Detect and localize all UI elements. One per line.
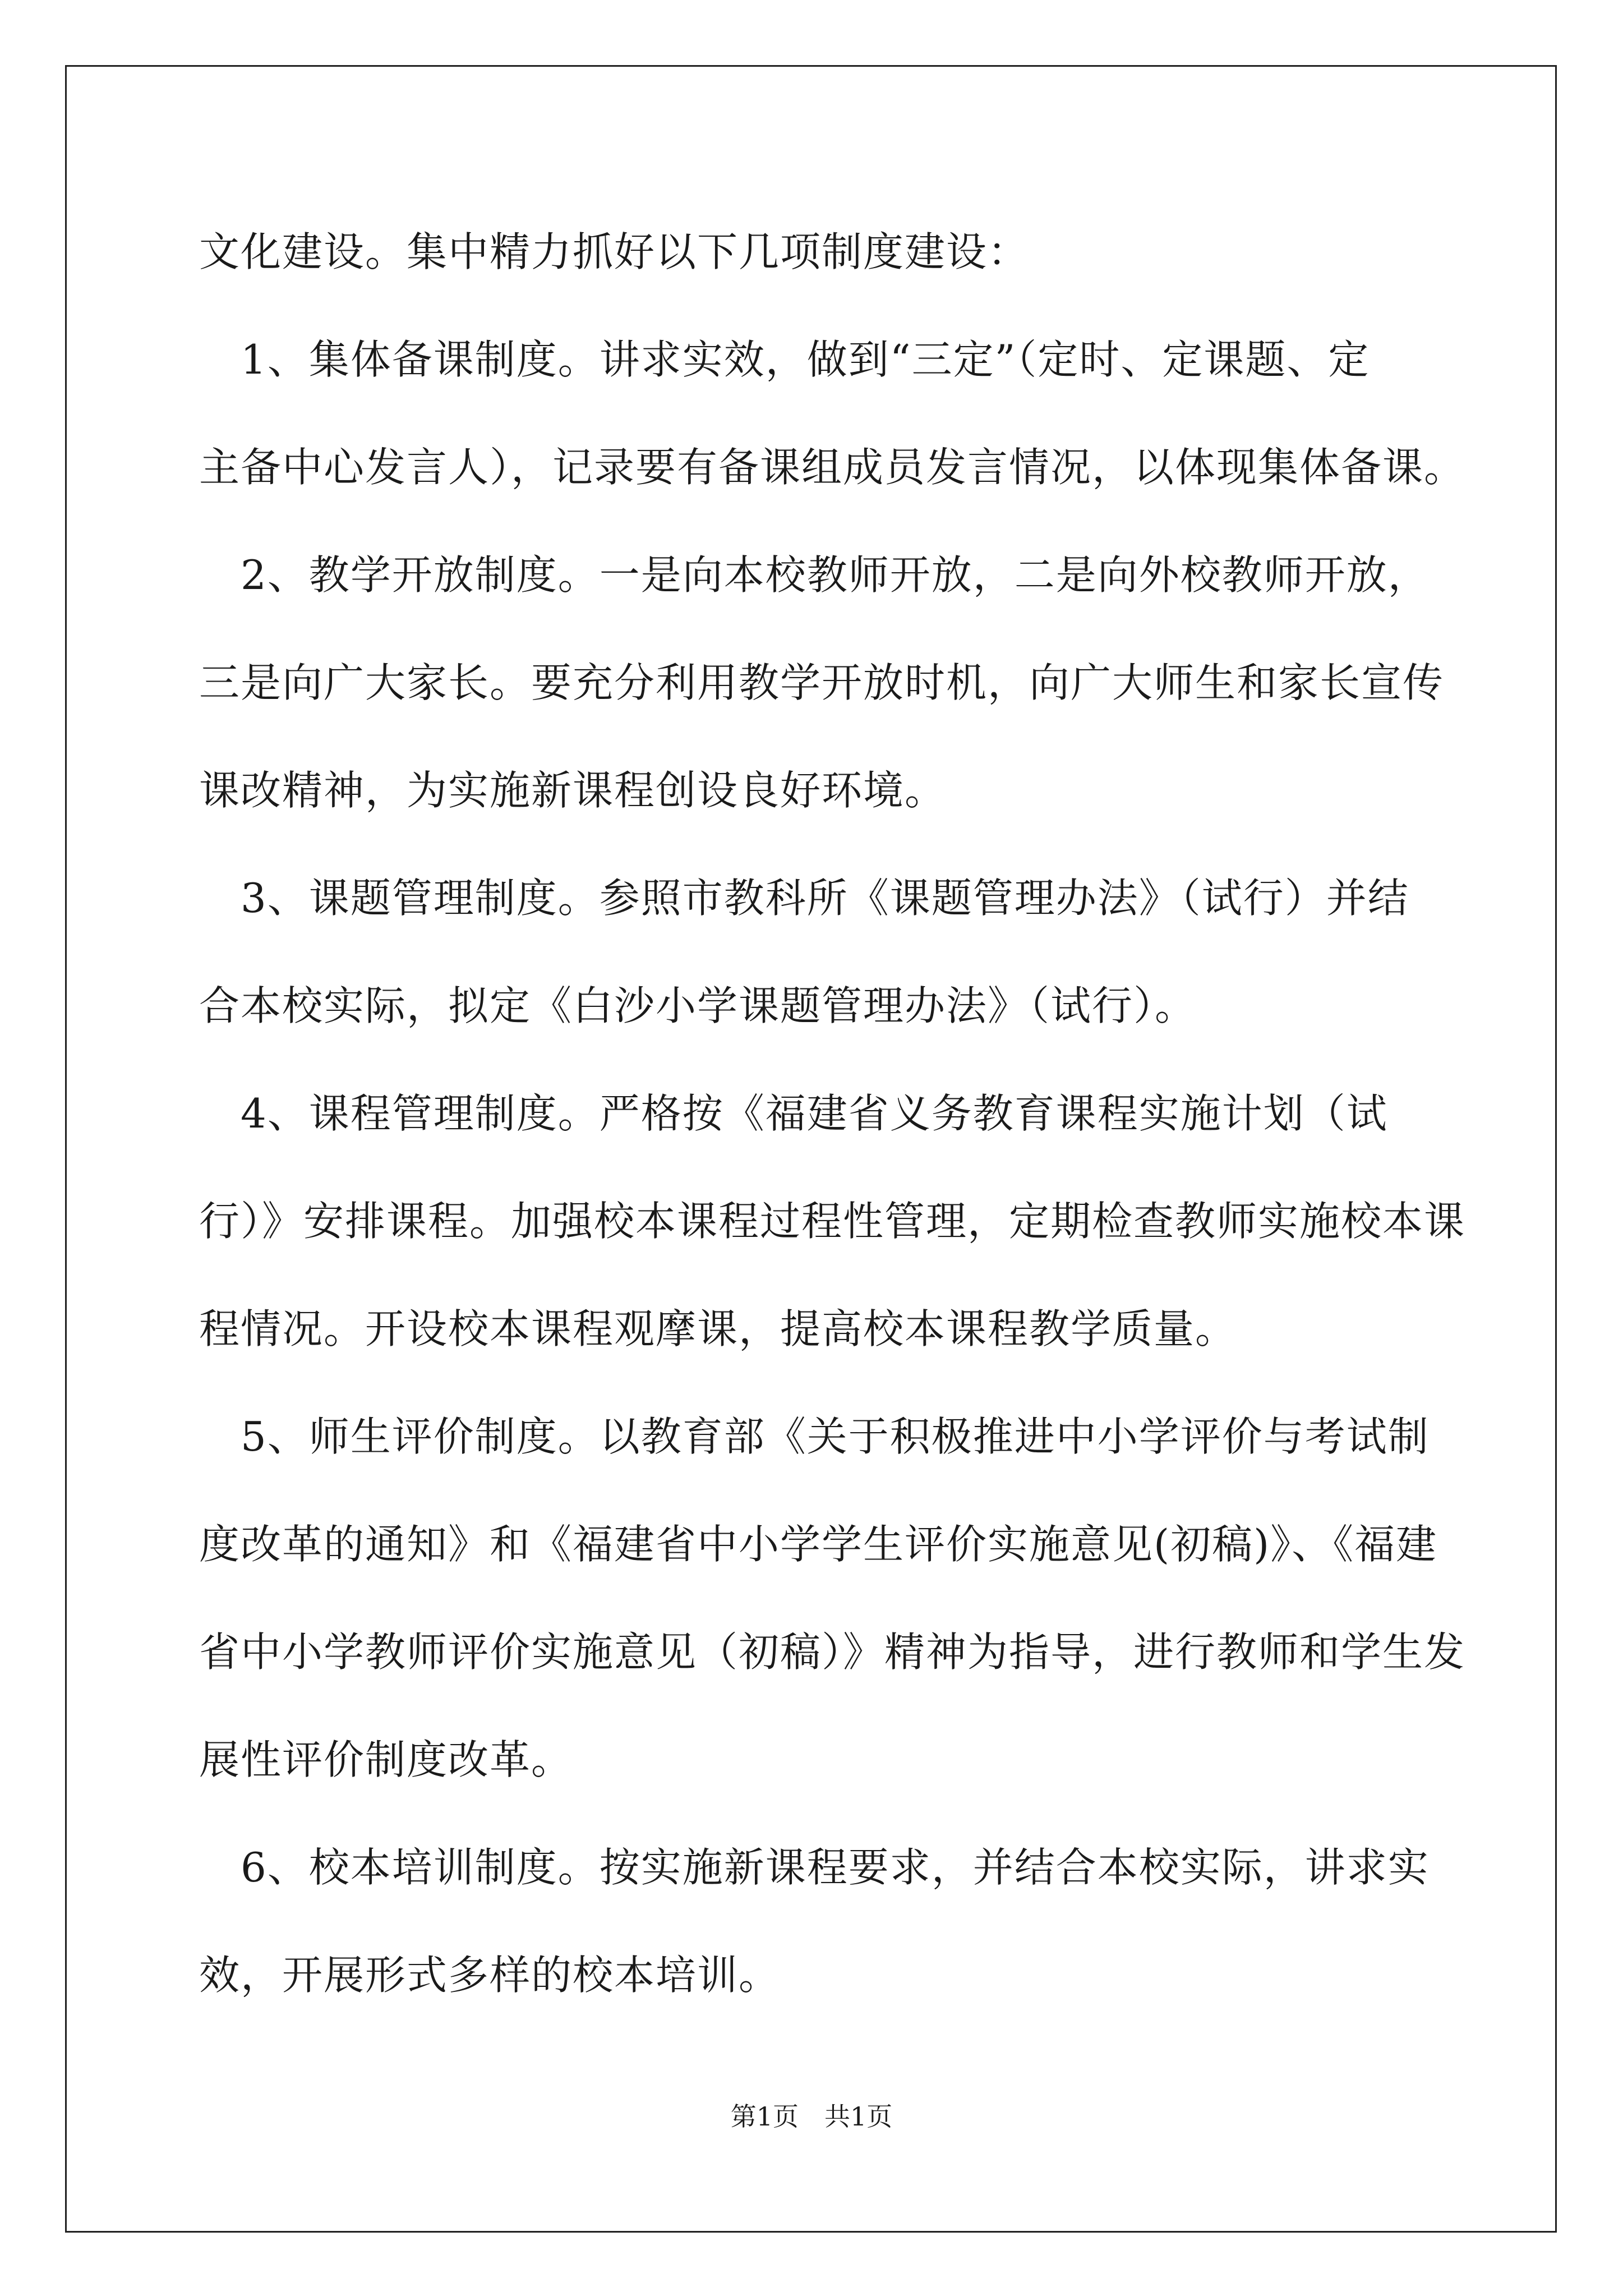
body-text-line: 4、课程管理制度。严格按《福建省义务教育课程实施计划（试 (199, 1090, 1388, 1137)
body-text-line: 3、课题管理制度。参照市教科所《课题管理办法》（试行）并结 (199, 875, 1409, 922)
body-text-line: 展性评价制度改革。 (199, 1736, 573, 1783)
body-text-line: 行）》安排课程。加强校本课程过程性管理，定期检查教师实施校本课 (199, 1198, 1466, 1245)
body-text-line: 文化建设。集中精力抓好以下几项制度建设： (199, 228, 1030, 275)
body-text-line: 主备中心发言人），记录要有备课组成员发言情况，以体现集体备课。 (199, 444, 1466, 491)
body-text-line: 合本校实际，拟定《白沙小学课题管理办法》（试行）。 (199, 982, 1197, 1029)
page-footer: 第1页 共1页 (730, 2101, 893, 2132)
body-text-line: 2、教学开放制度。一是向本校教师开放，二是向外校教师开放， (199, 551, 1430, 599)
body-text-line: 三是向广大家长。要充分利用教学开放时机，向广大师生和家长宣传 (199, 659, 1445, 706)
body-text-line: 程情况。开设校本课程观摩课，提高校本课程教学质量。 (199, 1305, 1237, 1352)
body-text-line: 度改革的通知》和《福建省中小学学生评价实施意见(初稿)》、《福建 (199, 1521, 1438, 1568)
body-text-line: 1、集体备课制度。讲求实效，做到“三定”（定时、定课题、定 (199, 336, 1370, 383)
body-text-line: 省中小学教师评价实施意见（初稿）》精神为指导，进行教师和学生发 (199, 1628, 1466, 1676)
body-text-line: 6、校本培训制度。按实施新课程要求，并结合本校实际，讲求实 (199, 1844, 1430, 1891)
body-text-line: 课改精神，为实施新课程创设良好环境。 (199, 767, 947, 814)
page-border (65, 65, 1557, 2233)
body-text-line: 效，开展形式多样的校本培训。 (199, 1952, 781, 1999)
body-text-line: 5、师生评价制度。以教育部《关于积极推进中小学评价与考试制 (199, 1413, 1430, 1460)
